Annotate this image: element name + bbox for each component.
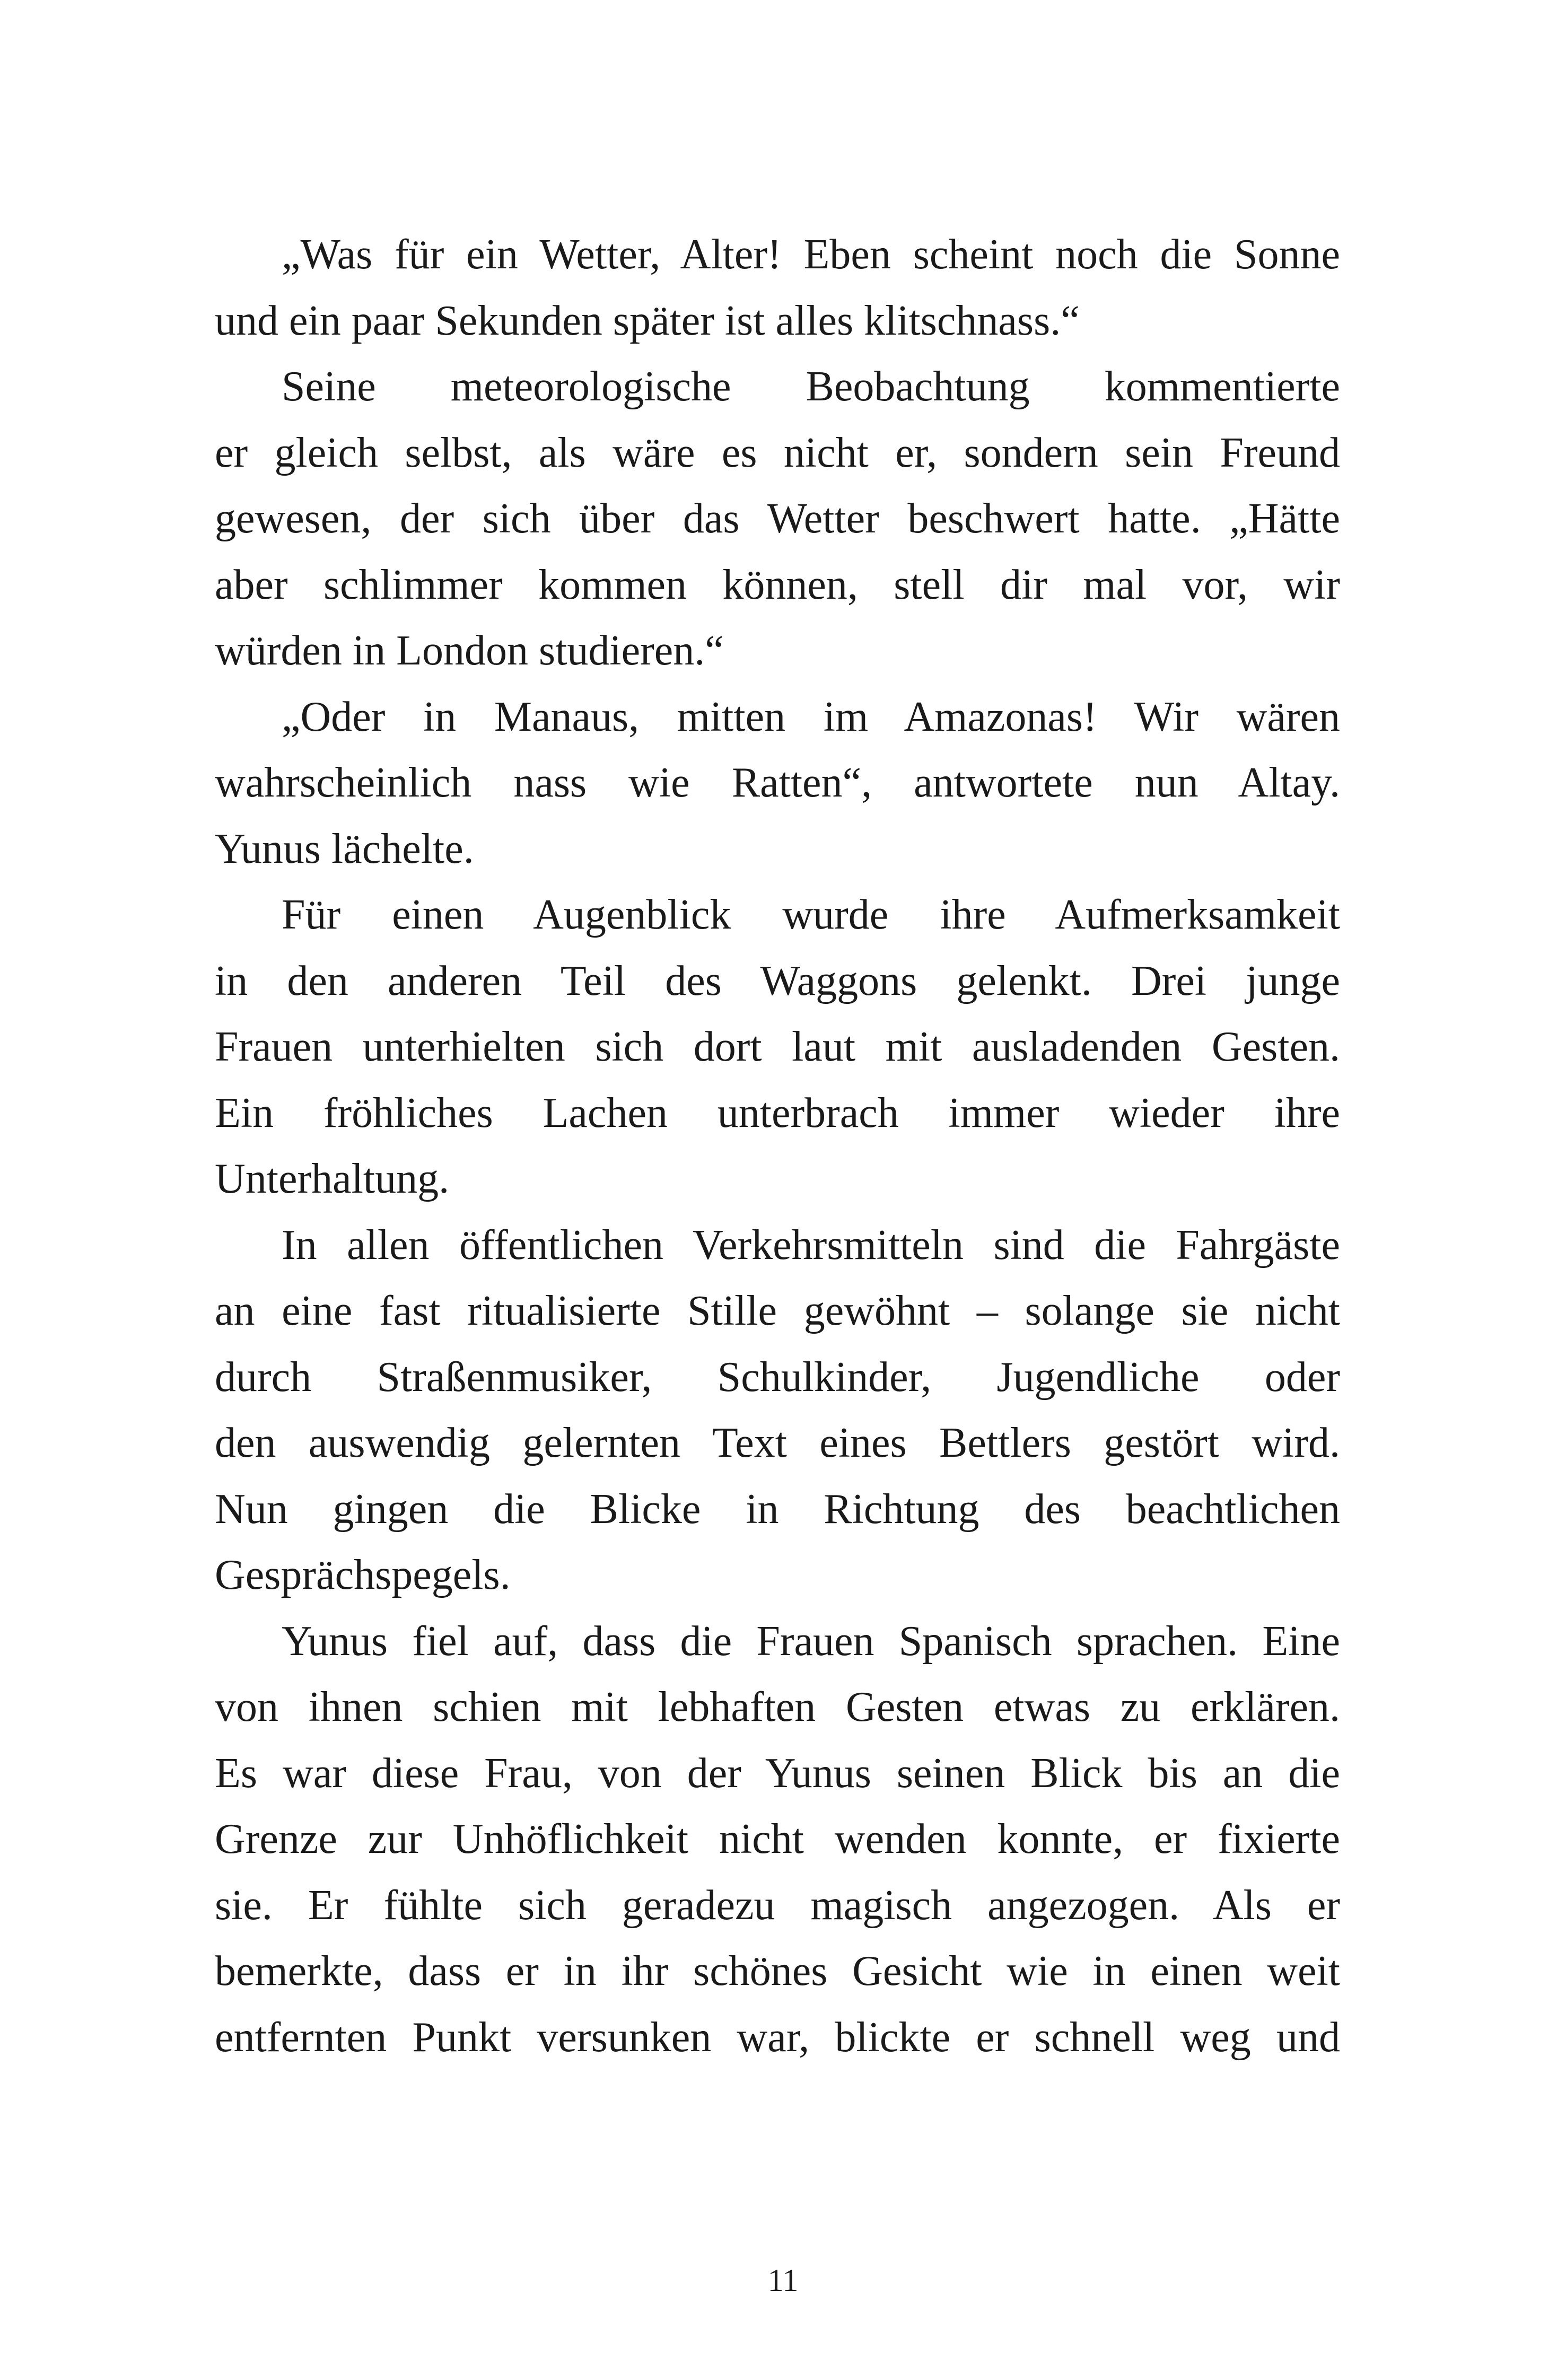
text-line: Seine meteorologische Beobachtung kommentierte xyxy=(282,363,1340,410)
text-line: Ein fröhliches Lachen unterbrach immer wieder ihre xyxy=(215,1089,1340,1136)
text-line: Grenze zur Unhöflichkeit nicht wenden konnte, er fixierte xyxy=(215,1816,1340,1862)
paragraph xyxy=(215,1608,1340,2071)
text-line: entfernten Punkt versunken war, blickte er schnell weg und xyxy=(215,2014,1340,2061)
text-line: Unterhaltung. xyxy=(215,1156,450,1202)
text-line: sie. Er fühlte sich geradezu magisch angezogen. Als er xyxy=(215,1882,1340,1929)
text-line: Es war diese Frau, von der Yunus seinen Blick bis an die xyxy=(215,1749,1340,1797)
text-line: von ihnen schien mit lebhaften Gesten etwas zu erklären. xyxy=(215,1684,1340,1730)
text-line: den auswendig gelernten Text eines Bettlers gestört wird. xyxy=(215,1420,1340,1466)
text-line: gewesen, der sich über das Wetter beschwert hatte. „Hätte xyxy=(215,495,1340,542)
text-line: durch Straßenmusiker, Schulkinder, Jugendliche oder xyxy=(215,1353,1340,1401)
text-line: in den anderen Teil des Waggons gelenkt. Drei junge xyxy=(215,957,1340,1004)
paragraph xyxy=(215,354,1340,684)
paragraph xyxy=(215,222,1340,354)
paragraph xyxy=(215,882,1340,1212)
text-line: Für einen Augenblick wurde ihre Aufmerksamkeit xyxy=(282,891,1340,938)
text-line: aber schlimmer kommen können, stell dir mal vor, wir xyxy=(215,561,1340,608)
text-line: „Oder in Manaus, mitten im Amazonas! Wir wären xyxy=(282,693,1340,740)
text-line: und ein paar Sekunden später ist alles klitschnass.“ xyxy=(215,297,1080,344)
text-line: bemerkte, dass er in ihr schönes Gesicht wie in einen weit xyxy=(215,1948,1340,1994)
text-line: Yunus lächelte. xyxy=(215,825,474,872)
text-line: er gleich selbst, als wäre es nicht er, sondern sein Freund xyxy=(215,429,1340,476)
text-line: Yunus fiel auf, dass die Frauen Spanisch sprachen. Eine xyxy=(282,1617,1340,1665)
paragraph xyxy=(215,684,1340,882)
body-text xyxy=(215,222,1340,2070)
text-line: wahrscheinlich nass wie Ratten“, antwortete nun Altay. xyxy=(215,759,1340,806)
text-line: Nun gingen die Blicke in Richtung des beachtlichen xyxy=(215,1485,1340,1533)
text-line: Frauen unterhielten sich dort laut mit ausladenden Gesten. xyxy=(215,1023,1340,1070)
page-number: 11 xyxy=(767,2263,799,2298)
text-line: In allen öffentlichen Verkehrsmitteln sind die Fahrgäste xyxy=(282,1221,1340,1268)
text-line: „Was für ein Wetter, Alter! Eben scheint noch die Sonne xyxy=(282,231,1340,278)
paragraph xyxy=(215,1212,1340,1608)
text-line: Gesprächspegels. xyxy=(215,1552,511,1598)
text-line: an eine fast ritualisierte Stille gewöhnt – solange sie nicht xyxy=(215,1288,1340,1334)
text-line: würden in London studieren.“ xyxy=(215,627,724,674)
